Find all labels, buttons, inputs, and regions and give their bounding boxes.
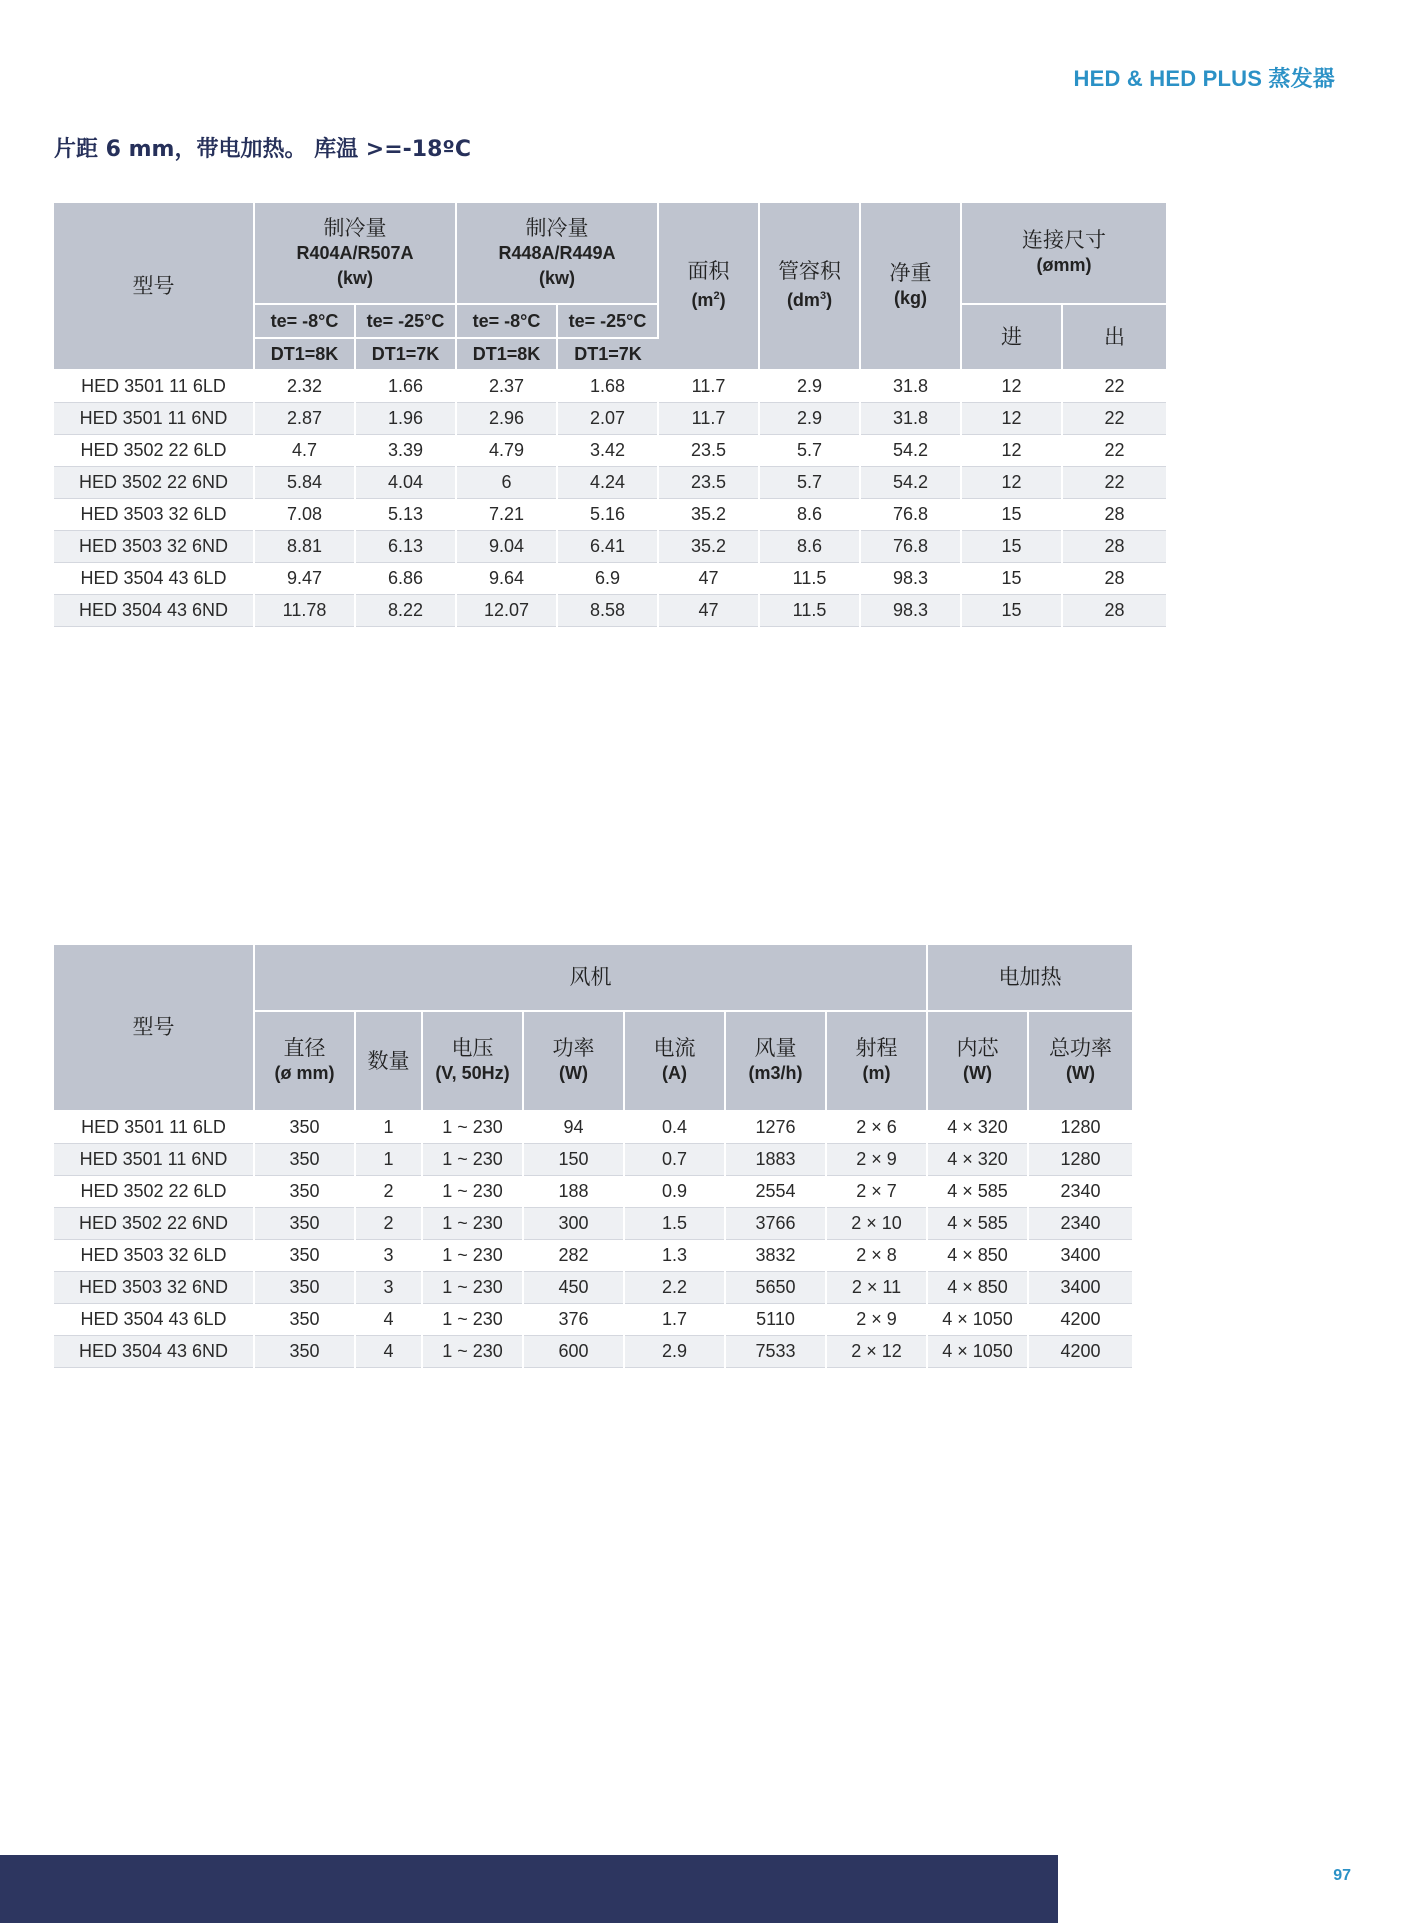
heater-header: 电加热 [927, 945, 1132, 1011]
value-cell: 2 × 9 [826, 1304, 927, 1336]
value-cell: 300 [523, 1208, 624, 1240]
value-cell: 23.5 [658, 435, 759, 467]
value-cell: 98.3 [860, 563, 961, 595]
value-cell: 94 [523, 1111, 624, 1144]
value-cell: 1 [355, 1144, 422, 1176]
value-cell: 22 [1062, 370, 1166, 403]
te-header: te= -8°C [254, 304, 355, 338]
value-cell: 8.58 [557, 595, 658, 627]
value-cell: 150 [523, 1144, 624, 1176]
model-cell: HED 3501 11 6ND [54, 403, 254, 435]
value-cell: 28 [1062, 531, 1166, 563]
model-cell: HED 3501 11 6LD [54, 1111, 254, 1144]
fan-heater-table [54, 945, 1132, 1368]
value-cell: 1 ~ 230 [422, 1111, 523, 1144]
model-cell: HED 3501 11 6ND [54, 1144, 254, 1176]
model-cell: HED 3504 43 6ND [54, 595, 254, 627]
value-cell: 15 [961, 499, 1062, 531]
value-cell: 22 [1062, 467, 1166, 499]
value-cell: 11.7 [658, 370, 759, 403]
value-cell: 350 [254, 1304, 355, 1336]
value-cell: 282 [523, 1240, 624, 1272]
value-cell: 2554 [725, 1176, 826, 1208]
value-cell: 8.22 [355, 595, 456, 627]
value-cell: 1 ~ 230 [422, 1240, 523, 1272]
dt-header: DT1=7K [355, 338, 456, 370]
table-row [54, 1272, 1132, 1304]
value-cell: 54.2 [860, 435, 961, 467]
value-cell: 54.2 [860, 467, 961, 499]
tube-volume-header: 管容积 $(dm^3)$ [759, 203, 860, 370]
dt-header: DT1=8K [456, 338, 557, 370]
value-cell: 5.13 [355, 499, 456, 531]
value-cell: 350 [254, 1208, 355, 1240]
outlet-header: 出 [1062, 304, 1166, 370]
value-cell: 98.3 [860, 595, 961, 627]
value-cell: 76.8 [860, 499, 961, 531]
value-cell: 9.47 [254, 563, 355, 595]
total-power-header: 总功率 (W) [1028, 1011, 1132, 1111]
value-cell: 1883 [725, 1144, 826, 1176]
connection-size-header: 连接尺寸 (ømm) [961, 203, 1166, 304]
value-cell: 188 [523, 1176, 624, 1208]
model-cell: HED 3502 22 6LD [54, 1176, 254, 1208]
value-cell: 1.66 [355, 370, 456, 403]
value-cell: 4 × 1050 [927, 1304, 1028, 1336]
value-cell: 9.04 [456, 531, 557, 563]
value-cell: 15 [961, 595, 1062, 627]
value-cell: 1.96 [355, 403, 456, 435]
value-cell: 5.16 [557, 499, 658, 531]
table-row [54, 1111, 1132, 1144]
value-cell: 2.9 [759, 370, 860, 403]
value-cell: 350 [254, 1176, 355, 1208]
value-cell: 5650 [725, 1272, 826, 1304]
value-cell: 28 [1062, 563, 1166, 595]
dt-header: DT1=8K [254, 338, 355, 370]
value-cell: 4 [355, 1336, 422, 1368]
value-cell: 6.86 [355, 563, 456, 595]
te-header: te= -8°C [456, 304, 557, 338]
value-cell: 2.32 [254, 370, 355, 403]
header-title: HED & HED PLUS 蒸发器 [1073, 66, 1335, 91]
value-cell: 2 × 10 [826, 1208, 927, 1240]
value-cell: 28 [1062, 595, 1166, 627]
value-cell: 15 [961, 531, 1062, 563]
table-row [54, 595, 1166, 627]
value-cell: 1.3 [624, 1240, 725, 1272]
value-cell: 1280 [1028, 1111, 1132, 1144]
value-cell: 4 × 850 [927, 1240, 1028, 1272]
value-cell: 12.07 [456, 595, 557, 627]
net-weight-header: 净重 (kg) [860, 203, 961, 370]
value-cell: 6.41 [557, 531, 658, 563]
value-cell: 2 [355, 1176, 422, 1208]
value-cell: 22 [1062, 403, 1166, 435]
table-row [54, 467, 1166, 499]
value-cell: 2.2 [624, 1272, 725, 1304]
airflow-header: 风量 (m3/h) [725, 1011, 826, 1111]
value-cell: 5.84 [254, 467, 355, 499]
value-cell: 376 [523, 1304, 624, 1336]
throw-header: 射程 (m) [826, 1011, 927, 1111]
value-cell: 5.7 [759, 435, 860, 467]
value-cell: 3400 [1028, 1272, 1132, 1304]
value-cell: 3 [355, 1272, 422, 1304]
value-cell: 3832 [725, 1240, 826, 1272]
value-cell: 2 × 12 [826, 1336, 927, 1368]
value-cell: 600 [523, 1336, 624, 1368]
value-cell: 12 [961, 435, 1062, 467]
model-cell: HED 3503 32 6LD [54, 499, 254, 531]
model-cell: HED 3502 22 6ND [54, 467, 254, 499]
value-cell: 12 [961, 467, 1062, 499]
value-cell: 1 ~ 230 [422, 1272, 523, 1304]
value-cell: 9.64 [456, 563, 557, 595]
value-cell: 4.24 [557, 467, 658, 499]
value-cell: 1280 [1028, 1144, 1132, 1176]
value-cell: 28 [1062, 499, 1166, 531]
value-cell: 350 [254, 1336, 355, 1368]
value-cell: 5.7 [759, 467, 860, 499]
value-cell: 7533 [725, 1336, 826, 1368]
table-row [54, 1336, 1132, 1368]
value-cell: 2 × 7 [826, 1176, 927, 1208]
current-header: 电流 (A) [624, 1011, 725, 1111]
model-cell: HED 3504 43 6LD [54, 1304, 254, 1336]
value-cell: 1.68 [557, 370, 658, 403]
model-header: 型号 [54, 945, 254, 1111]
value-cell: 1276 [725, 1111, 826, 1144]
fan-header: 风机 [254, 945, 927, 1011]
model-cell: HED 3502 22 6ND [54, 1208, 254, 1240]
value-cell: 1.7 [624, 1304, 725, 1336]
table-row [54, 563, 1166, 595]
core-power-header: 内芯 (W) [927, 1011, 1028, 1111]
value-cell: 0.7 [624, 1144, 725, 1176]
value-cell: 2 [355, 1208, 422, 1240]
area-header: 面积 $(m^2)$ [658, 203, 759, 370]
value-cell: 3.42 [557, 435, 658, 467]
value-cell: 1.5 [624, 1208, 725, 1240]
value-cell: 2 × 8 [826, 1240, 927, 1272]
value-cell: 12 [961, 370, 1062, 403]
value-cell: 1 ~ 230 [422, 1208, 523, 1240]
footer-bar [0, 1855, 1058, 1923]
value-cell: 8.6 [759, 531, 860, 563]
table-subtitle: 片距 6 mm，带电加热。 库温 >=-18ºC [54, 137, 471, 162]
value-cell: 4 × 585 [927, 1208, 1028, 1240]
power-header: 功率 (W) [523, 1011, 624, 1111]
value-cell: 2.07 [557, 403, 658, 435]
value-cell: 2340 [1028, 1208, 1132, 1240]
value-cell: 1 ~ 230 [422, 1304, 523, 1336]
value-cell: 2.37 [456, 370, 557, 403]
capacity-r448a-header: 制冷量 R448A/R449A (kw) [456, 203, 658, 304]
value-cell: 4 × 320 [927, 1111, 1028, 1144]
value-cell: 0.9 [624, 1176, 725, 1208]
model-cell: HED 3503 32 6ND [54, 1272, 254, 1304]
value-cell: 4 × 1050 [927, 1336, 1028, 1368]
value-cell: 2340 [1028, 1176, 1132, 1208]
model-cell: HED 3501 11 6LD [54, 370, 254, 403]
value-cell: 7.21 [456, 499, 557, 531]
value-cell: 47 [658, 595, 759, 627]
model-cell: HED 3503 32 6ND [54, 531, 254, 563]
value-cell: 47 [658, 563, 759, 595]
value-cell: 3 [355, 1240, 422, 1272]
value-cell: 2 × 9 [826, 1144, 927, 1176]
value-cell: 4200 [1028, 1304, 1132, 1336]
model-cell: HED 3503 32 6LD [54, 1240, 254, 1272]
table-row [54, 403, 1166, 435]
table-row [54, 499, 1166, 531]
value-cell: 76.8 [860, 531, 961, 563]
value-cell: 450 [523, 1272, 624, 1304]
value-cell: 8.81 [254, 531, 355, 563]
value-cell: 8.6 [759, 499, 860, 531]
value-cell: 4 × 850 [927, 1272, 1028, 1304]
value-cell: 31.8 [860, 370, 961, 403]
value-cell: 4 × 585 [927, 1176, 1028, 1208]
model-cell: HED 3502 22 6LD [54, 435, 254, 467]
model-cell: HED 3504 43 6LD [54, 563, 254, 595]
value-cell: 35.2 [658, 499, 759, 531]
value-cell: 4.79 [456, 435, 557, 467]
value-cell: 350 [254, 1111, 355, 1144]
value-cell: 11.5 [759, 563, 860, 595]
value-cell: 15 [961, 563, 1062, 595]
value-cell: 2.87 [254, 403, 355, 435]
value-cell: 350 [254, 1240, 355, 1272]
value-cell: 4.7 [254, 435, 355, 467]
te-header: te= -25°C [355, 304, 456, 338]
value-cell: 11.78 [254, 595, 355, 627]
table-row [54, 1304, 1132, 1336]
value-cell: 4.04 [355, 467, 456, 499]
value-cell: 350 [254, 1144, 355, 1176]
value-cell: 2.96 [456, 403, 557, 435]
value-cell: 11.5 [759, 595, 860, 627]
value-cell: 1 ~ 230 [422, 1144, 523, 1176]
table-row [54, 435, 1166, 467]
table-row [54, 1240, 1132, 1272]
value-cell: 4 × 320 [927, 1144, 1028, 1176]
value-cell: 2.9 [624, 1336, 725, 1368]
voltage-header: 电压 (V, 50Hz) [422, 1011, 523, 1111]
value-cell: 3.39 [355, 435, 456, 467]
value-cell: 6 [456, 467, 557, 499]
dt-header: DT1=7K [557, 338, 658, 370]
value-cell: 5110 [725, 1304, 826, 1336]
diameter-header: 直径 (ø mm) [254, 1011, 355, 1111]
value-cell: 35.2 [658, 531, 759, 563]
value-cell: 6.13 [355, 531, 456, 563]
value-cell: 4 [355, 1304, 422, 1336]
table-row [54, 370, 1166, 403]
value-cell: 350 [254, 1272, 355, 1304]
te-header: te= -25°C [557, 304, 658, 338]
table-row [54, 531, 1166, 563]
quantity-header: 数量 [355, 1011, 422, 1111]
value-cell: 4200 [1028, 1336, 1132, 1368]
value-cell: 6.9 [557, 563, 658, 595]
value-cell: 2.9 [759, 403, 860, 435]
value-cell: 31.8 [860, 403, 961, 435]
value-cell: 0.4 [624, 1111, 725, 1144]
value-cell: 2 × 6 [826, 1111, 927, 1144]
table-row [54, 1208, 1132, 1240]
value-cell: 1 [355, 1111, 422, 1144]
value-cell: 23.5 [658, 467, 759, 499]
value-cell: 11.7 [658, 403, 759, 435]
value-cell: 12 [961, 403, 1062, 435]
value-cell: 3400 [1028, 1240, 1132, 1272]
model-header: 型号 [54, 203, 254, 370]
inlet-header: 进 [961, 304, 1062, 370]
capacity-table [54, 203, 1166, 627]
value-cell: 1 ~ 230 [422, 1336, 523, 1368]
value-cell: 3766 [725, 1208, 826, 1240]
value-cell: 1 ~ 230 [422, 1176, 523, 1208]
table-row [54, 1144, 1132, 1176]
capacity-r404a-header: 制冷量 R404A/R507A (kw) [254, 203, 456, 304]
page-number: 97 [1333, 1867, 1351, 1884]
value-cell: 2 × 11 [826, 1272, 927, 1304]
value-cell: 7.08 [254, 499, 355, 531]
table-row [54, 1176, 1132, 1208]
model-cell: HED 3504 43 6ND [54, 1336, 254, 1368]
value-cell: 22 [1062, 435, 1166, 467]
